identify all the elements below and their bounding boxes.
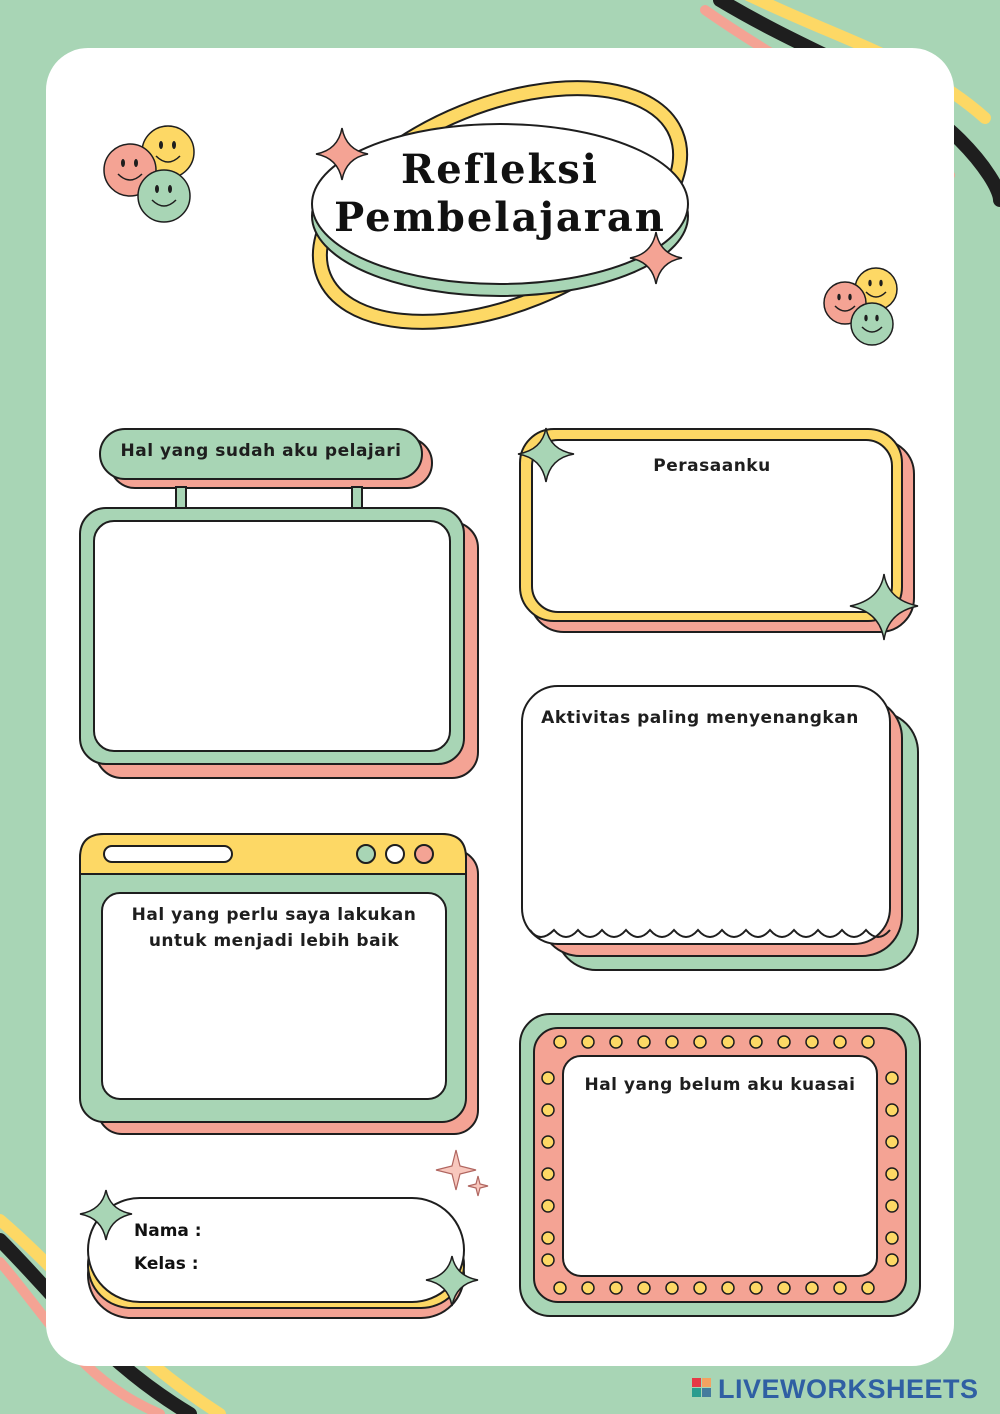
brand-text: LIVEWORKSHEETS (718, 1373, 979, 1404)
name-label: Nama : (134, 1221, 202, 1241)
smiley-cluster-icon (824, 268, 897, 345)
sparkle-cluster-icon (436, 1150, 488, 1196)
improve-label-line1: Hal yang perlu saya lakukan (131, 905, 417, 925)
class-input[interactable] (206, 1250, 436, 1278)
fun-activity-answer-area[interactable] (540, 740, 880, 920)
liveworksheets-brand[interactable] (690, 1374, 979, 1404)
learned-answer-area[interactable] (94, 521, 450, 751)
not-mastered-label: Hal yang belum aku kuasai (584, 1075, 856, 1095)
smiley-cluster-icon (104, 126, 194, 222)
feelings-answer-area[interactable] (540, 484, 880, 604)
improve-label-line2: untuk menjadi lebih baik (148, 931, 400, 951)
fun-activity-label: Aktivitas paling menyenangkan (541, 708, 859, 728)
not-mastered-answer-area[interactable] (574, 1106, 866, 1266)
page-title-line2: Pembelajaran (334, 194, 666, 241)
learned-label: Hal yang sudah aku pelajari (120, 441, 402, 461)
name-input[interactable] (206, 1218, 436, 1246)
page-title-line1: Refleksi (401, 146, 599, 193)
improve-answer-area[interactable] (112, 962, 436, 1088)
class-label: Kelas : (134, 1254, 199, 1274)
feelings-label: Perasaanku (653, 456, 771, 476)
